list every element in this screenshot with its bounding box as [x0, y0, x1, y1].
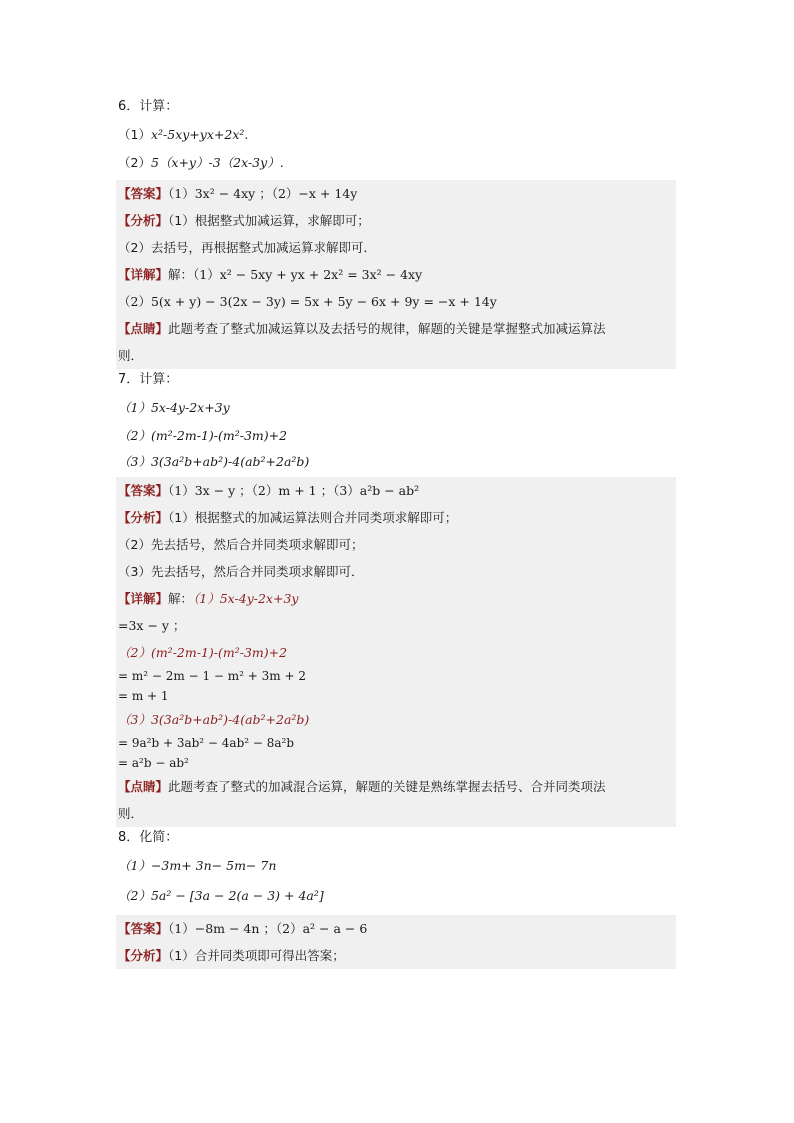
- q7-detail-2-eq2: = m + 1: [118, 689, 169, 703]
- q7-analysis-2: （2）先去括号，然后合并同类项求解即可；: [118, 537, 364, 552]
- q7-detail-1-result: =3x − y ；: [118, 618, 186, 633]
- q6-title: 6．计算：: [118, 99, 179, 114]
- q7-detail: 【详解】解：（1）5x-4y-2x+3y: [118, 591, 299, 606]
- q6-detail-2: （2）5(x + y) − 3(2x − 3y) = 5x + 5y − 6x + 9y = −x + 14y: [118, 294, 497, 309]
- q7-title: 7．计算：: [118, 372, 179, 387]
- q7-solution-block: [116, 477, 676, 827]
- q6-solution-block: [116, 180, 676, 369]
- q7-comment-2: 则．: [118, 806, 144, 821]
- q7-detail-3-eq2: = a²b − ab²: [118, 756, 189, 770]
- q7-part3: （3）3(3a²b+ab²)-4(ab²+2a²b): [118, 454, 310, 469]
- q7-answer: 【答案】（1）3x − y ；（2）m + 1 ；（3）a²b − ab²: [118, 483, 420, 498]
- q6-part2: （2）5（x+y）-3（2x-3y）.: [118, 155, 284, 170]
- q6-analysis: 【分析】（1）根据整式加减运算，求解即可；: [118, 213, 370, 228]
- q6-detail: 【详解】解：（1）x² − 5xy + yx + 2x² = 3x² − 4xy: [118, 267, 423, 282]
- q8-solution-block: [116, 915, 676, 969]
- q7-part2: （2）(m²-2m-1)-(m²-3m)+2: [118, 428, 288, 443]
- q6-comment-2: 则．: [118, 348, 144, 363]
- q7-detail-3-label: （3）3(3a²b+ab²)-4(ab²+2a²b): [118, 712, 310, 727]
- q7-comment: 【点睛】此题考查了整式的加减混合运算，解题的关键是熟练掌握去括号、合并同类项法: [118, 779, 606, 794]
- q6-comment: 【点睛】此题考查了整式加减运算以及去括号的规律，解题的关键是掌握整式加减运算法: [118, 321, 606, 336]
- q8-analysis: 【分析】（1）合并同类项即可得出答案；: [118, 948, 345, 963]
- q7-part1: （1）5x-4y-2x+3y: [118, 400, 230, 415]
- q8-part1: （1）−3m+ 3n− 5m− 7n: [118, 858, 277, 873]
- q7-detail-2-eq1: = m² − 2m − 1 − m² + 3m + 2: [118, 669, 306, 683]
- q8-answer: 【答案】（1）−8m − 4n ；（2）a² − a − 6: [118, 921, 368, 936]
- document-page: [118, 96, 676, 969]
- q8-part2: （2）5a² − [3a − 2(a − 3) + 4a²]: [118, 888, 324, 903]
- q6-analysis-2: （2）去括号，再根据整式加减运算求解即可．: [118, 240, 376, 255]
- q7-analysis: 【分析】（1）根据整式的加减运算法则合并同类项求解即可；: [118, 510, 458, 525]
- q8-title: 8．化简：: [118, 830, 179, 845]
- q7-analysis-3: （3）先去括号，然后合并同类项求解即可．: [118, 564, 364, 579]
- q6-part1: （1）x²-5xy+yx+2x².: [118, 127, 249, 142]
- q7-detail-3-eq1: = 9a²b + 3ab² − 4ab² − 8a²b: [118, 736, 295, 750]
- q7-detail-2-label: （2）(m²-2m-1)-(m²-3m)+2: [118, 645, 288, 660]
- q6-answer: 【答案】（1）3x² − 4xy ；（2）−x + 14y: [118, 186, 358, 201]
